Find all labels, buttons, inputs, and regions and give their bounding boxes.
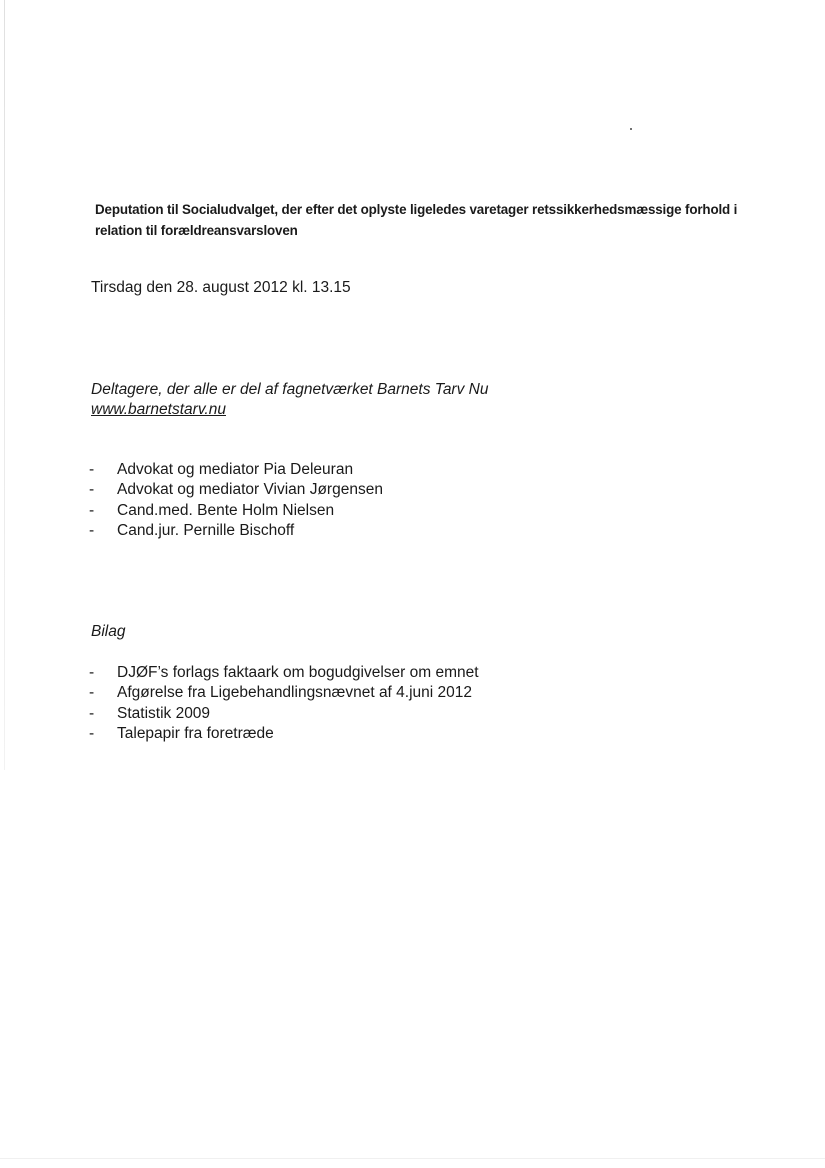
participants-list — [89, 460, 383, 541]
dash-bullet: - — [89, 724, 95, 742]
participants-heading: Deltagere, der alle er del af fagnetværket Barnets Tarv Nu — [91, 381, 489, 398]
dash-bullet: - — [89, 481, 95, 499]
dash-bullet: - — [89, 461, 95, 478]
scan-bottom-edge — [0, 1158, 825, 1159]
dash-bullet: - — [89, 684, 95, 702]
dash-bullet: - — [89, 501, 95, 519]
attachment-name: Talepapir fra foretræde — [117, 724, 274, 742]
attachment-name: DJØF’s forlags faktaark om bogudgivelser om emnet — [117, 664, 479, 681]
list-item — [89, 724, 479, 744]
participant-name: Advokat og mediator Pia Deleuran — [117, 461, 354, 478]
participant-name: Cand.jur. Pernille Bischoff — [117, 521, 295, 539]
dash-bullet: - — [89, 664, 95, 681]
scan-speck — [630, 128, 632, 130]
list-item — [89, 460, 383, 480]
network-link[interactable]: www.barnetstarv.nu — [91, 401, 226, 418]
list-item — [89, 480, 383, 500]
participant-name: Advokat og mediator Vivian Jørgensen — [117, 481, 383, 499]
document-title: Deputation til Socialudvalget, der efter det oplyste ligeledes varetager retssikkerhedsmæssige forhold i relation til forældreansvarsloven — [95, 202, 738, 238]
list-item — [89, 521, 383, 541]
dash-bullet: - — [89, 704, 95, 722]
bilag-heading: Bilag — [91, 623, 126, 640]
dash-bullet: - — [89, 521, 95, 539]
bilag-list — [89, 663, 479, 744]
attachment-name: Statistik 2009 — [117, 704, 211, 722]
attachment-name: Afgørelse fra Ligebehandlingsnævnet af 4.juni 2012 — [117, 684, 473, 702]
list-item — [89, 704, 479, 724]
scan-edge — [4, 0, 5, 770]
meeting-date: Tirsdag den 28. august 2012 kl. 13.15 — [91, 279, 351, 296]
list-item — [89, 683, 479, 703]
participant-name: Cand.med. Bente Holm Nielsen — [117, 501, 335, 519]
list-item — [89, 501, 383, 521]
list-item — [89, 663, 479, 683]
